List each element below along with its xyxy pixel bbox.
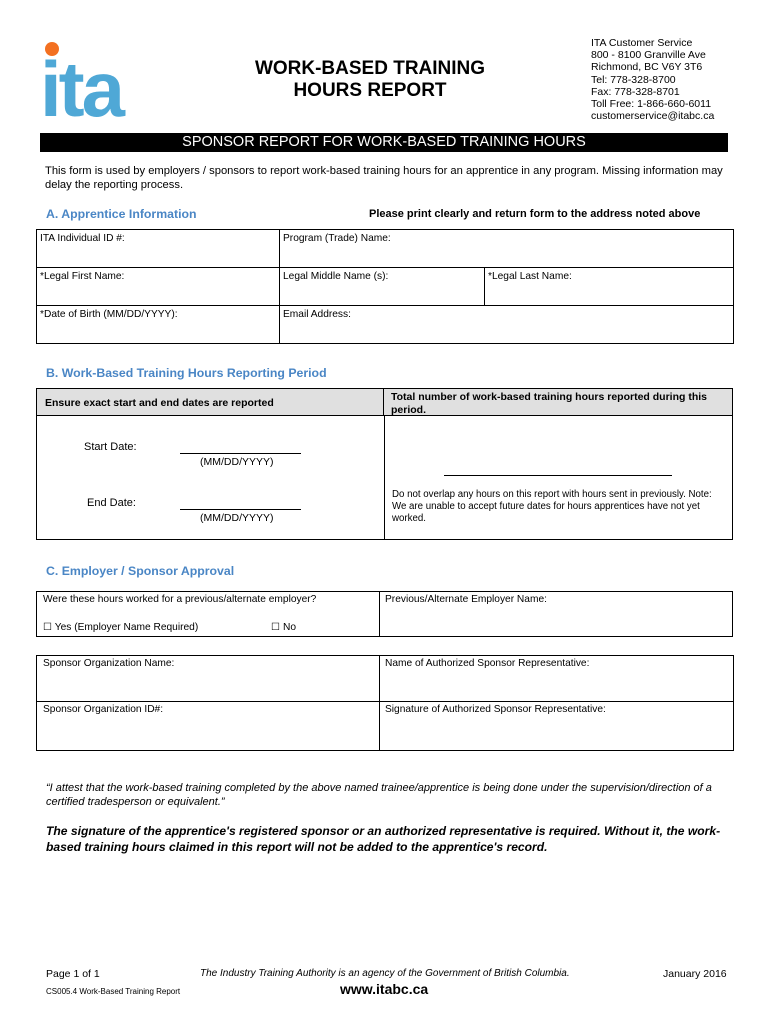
first-name-label: *Legal First Name: [40, 271, 125, 282]
end-date-format: (MM/DD/YYYY) [200, 512, 274, 524]
dob-field[interactable] [37, 306, 280, 344]
sponsor-org-id-field[interactable]: Sponsor Organization ID#: [43, 704, 164, 715]
contact-address-1: 800 - 8100 Granville Ave [591, 49, 706, 62]
signature-required-text: The signature of the apprentice's registered sponsor or an authorized representative is required. Without it, the work-based training hours claimed in this report will not be added to the apprentice's record. [46, 824, 721, 854]
contact-tollfree: Toll Free: 1-866-660-6011 [591, 98, 712, 111]
form-date: January 2016 [663, 968, 727, 980]
last-name-label: *Legal Last Name: [488, 271, 572, 282]
total-hours-input[interactable] [444, 475, 672, 476]
section-a-heading: A. Apprentice Information [46, 207, 197, 221]
website-link[interactable]: www.itabc.ca [340, 981, 429, 997]
document-title [230, 58, 510, 102]
section-c-heading: C. Employer / Sponsor Approval [46, 564, 235, 578]
banner: SPONSOR REPORT FOR WORK-BASED TRAINING HOURS [40, 133, 728, 152]
dob-label: *Date of Birth (MM/DD/YYYY): [40, 309, 178, 320]
section-b-heading: B. Work-Based Training Hours Reporting Period [46, 366, 327, 380]
reporting-period-box [36, 388, 733, 540]
start-date-label: Start Date: [84, 441, 137, 453]
contact-address-2: Richmond, BC V6Y 3T6 [591, 61, 703, 74]
dates-header [37, 389, 384, 416]
contact-block [591, 37, 714, 122]
alternate-employer-box [36, 591, 733, 637]
apprentice-info-table [36, 229, 734, 344]
rep-name-field[interactable]: Name of Authorized Sponsor Representative: [385, 658, 590, 669]
dates-header-text: Ensure exact start and end dates are reported [45, 397, 274, 409]
sponsor-divider-h [37, 701, 733, 702]
hours-header-text: Total number of work-based training hours reported during this period. [391, 391, 707, 416]
email-label: Email Address: [283, 309, 351, 320]
program-name-label: Program (Trade) Name: [283, 233, 391, 244]
agency-note: The Industry Training Authority is an agency of the Government of British Columbia. [200, 968, 570, 979]
column-divider [384, 416, 385, 539]
middle-name-label: Legal Middle Name (s): [283, 271, 389, 282]
title-line-1: WORK-BASED TRAINING [254, 58, 486, 79]
overlap-note: Do not overlap any hours on this report with hours sent in previously. Note: We are unable to accept future dates for hours apprentices have not yet worked. [392, 489, 712, 524]
middle-name-field[interactable] [280, 268, 485, 306]
page-number: Page 1 of 1 [46, 968, 100, 980]
first-name-field[interactable] [37, 268, 280, 306]
email-field[interactable] [280, 306, 734, 344]
end-date-label: End Date: [87, 497, 136, 509]
hours-header [384, 389, 732, 416]
program-name-field[interactable] [280, 230, 734, 268]
contact-tel: Tel: 778-328-8700 [591, 73, 676, 86]
no-checkbox[interactable]: ☐ No [271, 622, 296, 633]
form-code: CS005.4 Work-Based Training Report [46, 987, 181, 996]
previous-employer-field[interactable]: Previous/Alternate Employer Name: [385, 594, 547, 605]
end-date-input[interactable] [180, 509, 301, 510]
ita-logo [40, 40, 155, 120]
alternate-employer-question: Were these hours worked for a previous/alternate employer? [43, 594, 317, 605]
sponsor-divider-v [379, 656, 380, 750]
start-date-format: (MM/DD/YYYY) [200, 456, 274, 468]
title-line-2: HOURS REPORT [293, 80, 447, 101]
attestation-text: “I attest that the work-based training completed by the above named trainee/apprentice is being done under the supervision/direction of a certified tradesperson or equivalent.” [46, 782, 712, 808]
contact-fax: Fax: 778-328-8701 [591, 85, 680, 98]
ita-id-label: ITA Individual ID #: [40, 233, 125, 244]
ita-id-field[interactable] [37, 230, 280, 268]
print-note: Please print clearly and return form to the address noted above [369, 208, 701, 220]
last-name-field[interactable] [485, 268, 734, 306]
logo-text: ita [40, 45, 123, 120]
contact-name: ITA Customer Service [591, 37, 693, 49]
signature-field[interactable]: Signature of Authorized Sponsor Representative: [385, 704, 606, 715]
intro-text: This form is used by employers / sponsors to report work-based training hours for an apprentice in any program. Missing information may delay the reporting process. [45, 165, 723, 191]
alt-divider [379, 592, 380, 636]
sponsor-org-name-field[interactable]: Sponsor Organization Name: [43, 658, 175, 669]
sponsor-approval-box [36, 655, 734, 751]
yes-checkbox[interactable]: ☐ Yes (Employer Name Required) [43, 622, 199, 633]
contact-email[interactable]: customerservice@itabc.ca [591, 110, 715, 123]
start-date-input[interactable] [180, 453, 301, 454]
